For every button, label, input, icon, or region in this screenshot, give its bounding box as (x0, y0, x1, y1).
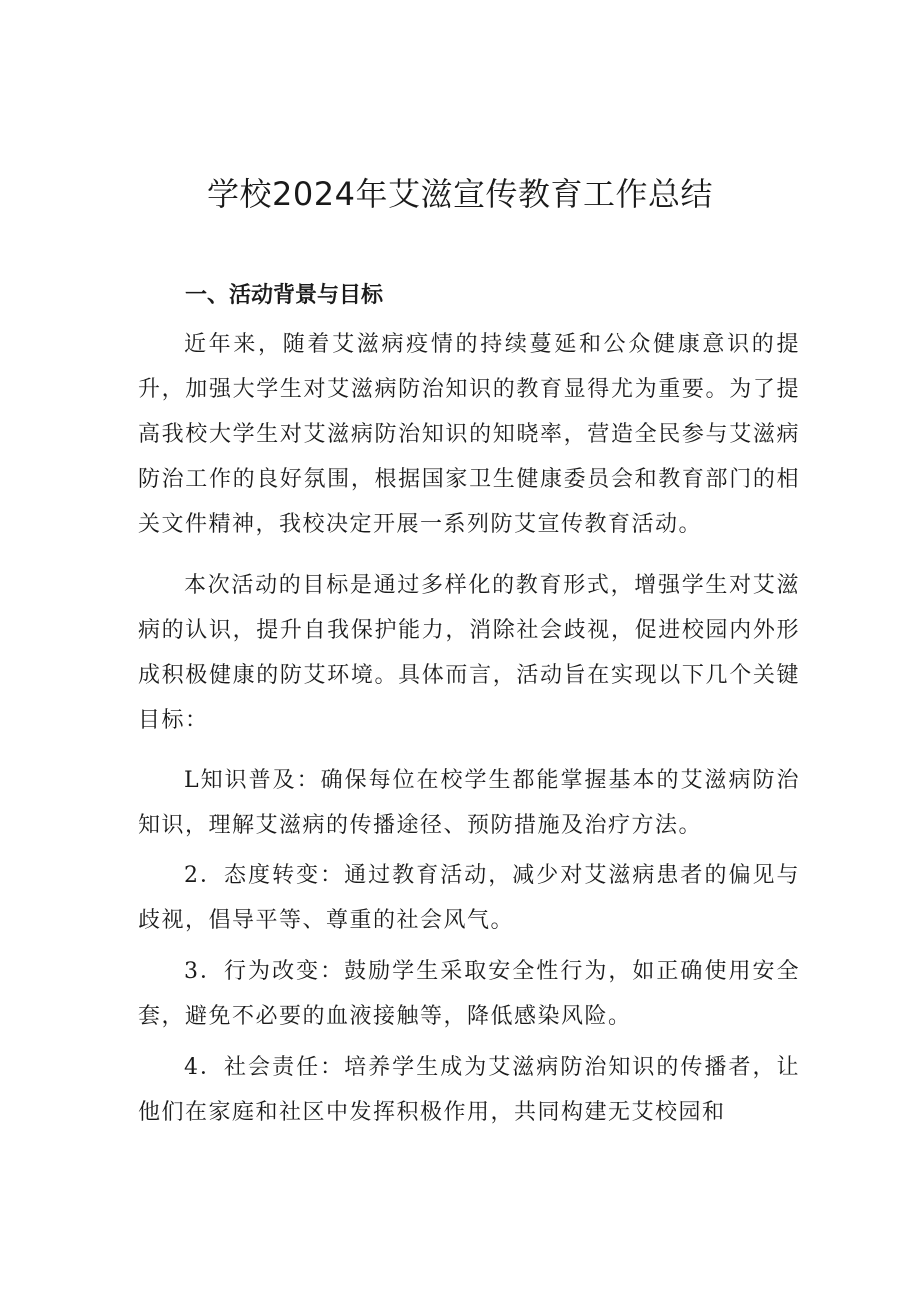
document-title: 学校2024年艾滋宣传教育工作总结 (207, 175, 713, 213)
section-heading: 一、活动背景与目标 (185, 283, 384, 308)
goal-item-responsibility: 4．社会责任：培养学生成为艾滋病防治知识的传播者，让他们在家庭和社区中发挥积极作用，共同构建无艾校园和 (138, 1055, 800, 1125)
goal-item-behavior: 3．行为改变：鼓励学生采取安全性行为，如正确使用安全套，避免不必要的血液接触等，降低感染风险。 (138, 959, 800, 1029)
goal-item-attitude: 2．态度转变：通过教育活动，减少对艾滋病患者的偏见与歧视，倡导平等、尊重的社会风气。 (138, 863, 800, 933)
paragraph-background: 近年来，随着艾滋病疫情的持续蔓延和公众健康意识的提升，加强大学生对艾滋病防治知识的教育显得尤为重要。为了提高我校大学生对艾滋病防治知识的知晓率，营造全民参与艾滋病防治工作的良好氛围，根据国家卫生健康委员会和教育部门的相关文件精神，我校决定开展一系列防艾宣传教育活动。 (138, 332, 800, 537)
goal-item-knowledge: L知识普及：确保每位在校学生都能掌握基本的艾滋病防治知识，理解艾滋病的传播途径、预防措施及治疗方法。 (138, 768, 800, 838)
paragraph-goals: 本次活动的目标是通过多样化的教育形式，增强学生对艾滋病的认识，提升自我保护能力，消除社会歧视，促进校园内外形成积极健康的防艾环境。具体而言，活动旨在实现以下几个关键目标： (138, 573, 800, 733)
